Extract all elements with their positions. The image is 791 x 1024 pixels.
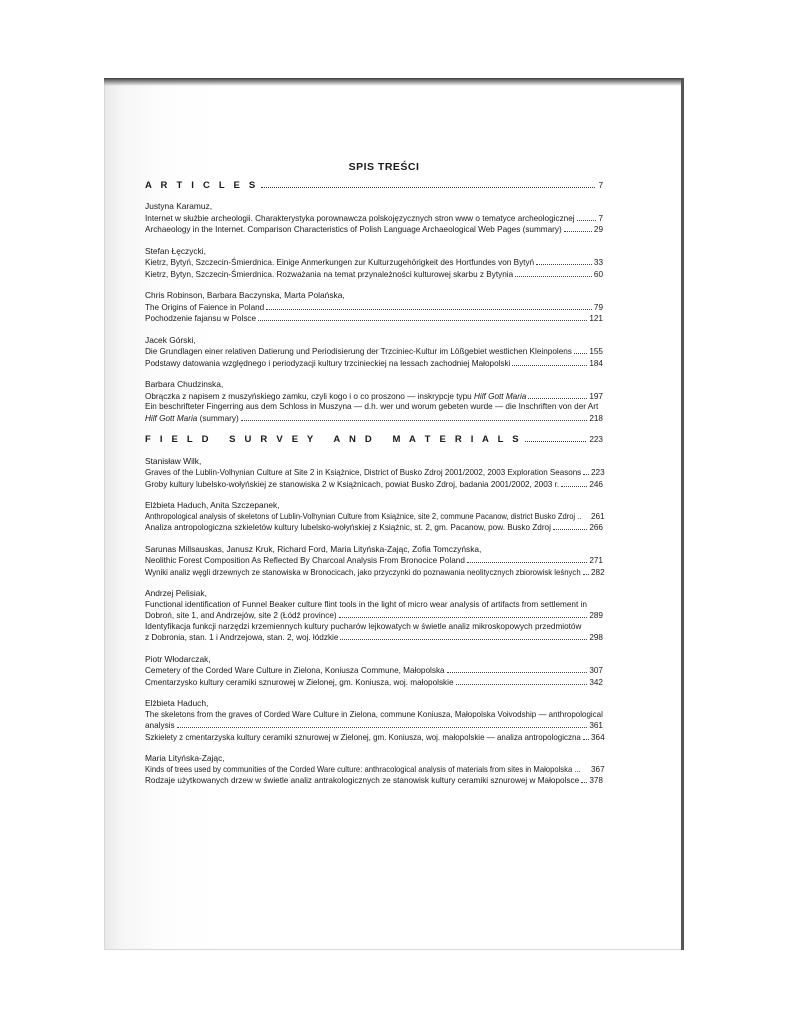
entry-title-line — [145, 522, 603, 534]
dot-leader — [583, 567, 589, 575]
entry-title-italic: Hilf Gott Maria — [474, 391, 527, 401]
dot-leader — [258, 313, 587, 321]
entry-title — [145, 392, 526, 403]
entry-title-line — [145, 346, 603, 358]
entry-title — [145, 523, 551, 534]
section-heading — [145, 434, 603, 446]
entry-title-line — [145, 269, 603, 281]
toc-entry — [145, 201, 603, 236]
page-number: 7 — [598, 213, 603, 223]
entry-title-text: Szkielety z cmentarzyska kultury ceramiki sznurowej w Zielonej, gm. Koniusza, woj. małopolskie — analiza antropologiczna — [145, 732, 581, 742]
entry-title-line — [145, 622, 603, 633]
entry-title-text: Podstawy datowania względnego i periodyzacji kultury trzcinieckiej na lessach zachodniej Małopolski — [145, 358, 511, 368]
entry-title — [145, 225, 562, 236]
dot-leader — [525, 434, 587, 442]
entry-title-text: Dobroń, site 1, and Andrzejów, site 2 (Łódź province) — [145, 611, 337, 620]
entry-author: Elżbieta Haduch, Anita Szczepanek, — [145, 500, 280, 510]
dot-leader — [583, 765, 589, 772]
page-number: 367 — [591, 764, 605, 774]
entry-title-text: Functional identification of Funnel Beaker culture flint tools in the light of micro wear analysis of artifacts from settlement in — [145, 599, 587, 609]
section-page-number: 7 — [598, 180, 603, 190]
page-number: 155 — [589, 347, 603, 356]
dot-leader — [553, 522, 587, 530]
entry-title-text: Analiza antropologiczna szkieletów kultury lubelsko-wołyńskiej z Książnic, st. 2, gm. Pacanow, pow. Busko Zdroj — [145, 523, 551, 532]
section-page-number: 223 — [589, 435, 603, 444]
entry-author: Maria Lityńska-Zając, — [145, 753, 225, 763]
entry-title-text: Kietrz, Bytyń, Szczecin-Śmierdnica. Einige Anmerkungen zur Kulturzugehörigkeit des Hortfundes von Bytyń — [145, 258, 535, 267]
entry-title-line — [145, 632, 603, 644]
entry-title — [145, 468, 582, 479]
entry-title-text: z Dobronia, stan. 1 i Andrzejowa, stan. 2, woj. łódzkie — [145, 633, 339, 642]
toc-entry — [145, 290, 603, 325]
entry-title-line — [145, 677, 603, 689]
entry-author: Stefan Łęczycki, — [145, 245, 206, 256]
page-number: 261 — [591, 511, 605, 521]
entry-title-text: Kietrz, Bytyn, Szczecin-Śmierdnica. Rozważania na temat przynależności kulturowej skarbu z Bytynia — [145, 269, 514, 279]
page-number: 246 — [589, 479, 603, 489]
entry-title-line — [145, 555, 603, 567]
entry-title — [145, 567, 581, 579]
entry-title-text: Anthropological analysis of skeletons of Lublin-Volhynian Culture from Książnice, site 2, commune Pacanow, district Busko Zdroj .. — [145, 511, 582, 521]
toc-entry — [145, 544, 603, 579]
entry-title-line — [145, 732, 603, 744]
entry-title-line — [145, 467, 603, 479]
page-number: 289 — [589, 611, 603, 620]
entry-title — [145, 633, 338, 644]
page-number: 307 — [589, 666, 603, 675]
page-number: 184 — [589, 358, 603, 368]
toc-entry — [145, 335, 603, 370]
dot-leader — [577, 213, 597, 221]
toc-entry — [145, 246, 603, 281]
page-number: 33 — [593, 258, 603, 267]
entry-title-text: Wyniki analiz węgli drzewnych ze stanowiska w Bronocicach, jako przyczynki do poznawania neolitycznych zbiorowisk leśnych — [145, 567, 581, 577]
entry-title-line — [145, 479, 603, 491]
entry-title — [145, 678, 454, 689]
page-number: 197 — [589, 391, 603, 401]
entry-title-line — [145, 610, 603, 622]
dot-leader — [447, 665, 588, 673]
section-heading — [145, 180, 603, 192]
toc-entry — [145, 456, 603, 491]
entry-author: Elżbieta Haduch, — [145, 698, 209, 708]
dot-leader — [583, 732, 589, 740]
dot-leader — [177, 720, 588, 728]
table-of-contents — [145, 162, 603, 797]
entry-title — [145, 666, 445, 677]
toc-entry — [145, 588, 603, 644]
entry-title — [145, 359, 510, 370]
document-page — [104, 78, 684, 950]
entry-title-text: Pochodzenie fajansu w Polsce — [145, 314, 257, 323]
page-title: SPIS TREŚCI — [348, 161, 420, 173]
entry-author: Justyna Karamuz, — [145, 201, 213, 211]
page-number: 79 — [593, 302, 603, 312]
dot-leader — [340, 632, 587, 640]
entry-title — [145, 214, 575, 225]
entry-title-text: analysis — [145, 721, 175, 730]
entry-title — [145, 556, 465, 567]
page-number: 266 — [589, 523, 603, 532]
page-number: 121 — [589, 314, 603, 323]
entry-title — [145, 776, 579, 787]
page-number: 298 — [589, 633, 603, 642]
dot-leader — [467, 555, 587, 563]
entry-title-text: Obrączka z napisem z muszyńskiego zamku, czyli kogo i o co proszono — inskrypcje typu — [145, 391, 474, 401]
entry-title-text: (summary) — [197, 413, 239, 423]
page-number: 218 — [589, 413, 603, 423]
entry-title — [145, 270, 513, 281]
entry-author: Sarunas Millsauskas, Janusz Kruk, Richard Ford, Maria Lityńska-Zając, Zofia Tomczyńska, — [145, 543, 482, 554]
entry-title-line — [145, 665, 603, 677]
entry-author: Barbara Chudzinska, — [145, 379, 224, 389]
page-number: 271 — [589, 556, 603, 565]
entry-author: Andrzej Pelisiak, — [145, 588, 207, 598]
dot-leader — [241, 413, 588, 421]
entry-title — [145, 314, 256, 325]
entry-title — [145, 511, 582, 523]
entry-title-line — [145, 358, 603, 370]
entry-author: Piotr Włodarczak, — [145, 653, 211, 664]
dot-leader — [583, 467, 589, 475]
entry-title-line — [145, 413, 603, 425]
entry-author: Chris Robinson, Barbara Baczynska, Marta Polańska, — [145, 290, 345, 300]
dot-leader — [528, 391, 587, 399]
entry-title-line — [145, 775, 603, 787]
entry-title-line — [145, 224, 603, 236]
entry-title-line — [145, 567, 603, 579]
dot-leader — [261, 180, 595, 188]
dot-leader — [339, 610, 588, 618]
entry-title — [145, 258, 534, 269]
entry-title-text: Identyfikacja funkcji narzędzi krzemiennych kultury pucharów lejkowatych w świetle analiz mikroskopowych przedmiotów — [145, 621, 582, 631]
page-number: 60 — [593, 269, 603, 279]
entry-title-text: Internet w służbie archeologii. Charakterystyka porownawcza polskojęzycznych stron www o tematyce archeologicznej — [145, 213, 575, 223]
page-number: 378 — [589, 776, 603, 785]
page-number: 361 — [589, 721, 603, 730]
entry-title-line — [145, 512, 603, 523]
dot-leader — [581, 775, 587, 783]
page-number: 342 — [589, 677, 603, 687]
dot-leader — [564, 224, 592, 232]
entry-title — [145, 480, 559, 491]
entry-title — [145, 732, 581, 744]
section-heading-label: F I E L D S U R V E Y A N D M A T E R I A L S — [145, 434, 522, 445]
entry-title-line — [145, 302, 603, 314]
entry-title-text: Ein beschrifteter Fingerring aus dem Schloss in Muszyna — d.h. wer und worum gebeten wurde — die Inschriften von der Art — [145, 402, 599, 411]
entry-title-line — [145, 765, 603, 776]
section-heading-label: A R T I C L E S — [145, 179, 259, 191]
entry-title-text: Kinds of trees used by communities of the Corded Ware culture: anthracological analysis of materials from sites in Małopolska ... — [145, 764, 581, 774]
toc-entry — [145, 654, 603, 689]
dot-leader — [512, 358, 587, 366]
entry-title-line — [145, 313, 603, 325]
toc-entry — [145, 379, 603, 424]
dot-leader — [574, 346, 587, 354]
toc-entry — [145, 753, 603, 787]
toc-entry — [145, 500, 603, 534]
entry-title — [145, 764, 581, 776]
page-number: 364 — [591, 732, 605, 742]
entry-title — [145, 347, 572, 358]
page-number: 282 — [591, 567, 605, 577]
entry-author: Jacek Górski, — [145, 334, 196, 345]
entry-title-text: Groby kultury lubelsko-wołyńskiej ze stanowiska 2 w Książnicach, powiat Busko Zdroj, badania 2001/2002, 2003 r. — [145, 479, 560, 489]
dot-leader — [536, 257, 592, 265]
entry-title — [145, 303, 264, 314]
entry-title-line — [145, 720, 603, 732]
entry-title-line — [145, 391, 603, 403]
entry-title-text: Cemetery of the Corded Ware Culture in Zielona, Koniusza Commune, Małopolska — [145, 666, 445, 675]
entry-title — [145, 611, 337, 622]
entry-author: Stanisław Wilk, — [145, 455, 202, 466]
entry-title-text: Neolithic Forest Composition As Reflected By Charcoal Analysis From Bronocice Poland — [145, 556, 465, 565]
entry-title-line — [145, 213, 603, 225]
entry-title-text: The Origins of Faience in Poland — [145, 302, 265, 312]
entry-title-text: Graves of the Lublin-Volhynian Culture at Site 2 in Książnice, District of Busko Zdroj 2001/2002, 2003 Exploration Seasons — [145, 468, 582, 477]
entry-title-line — [145, 402, 603, 413]
page-number: 29 — [593, 225, 603, 234]
entry-title — [145, 721, 175, 732]
dot-leader — [583, 512, 589, 519]
dot-leader — [266, 302, 592, 310]
entry-title — [145, 414, 239, 425]
entry-title-italic: Hilf Gott Maria — [145, 413, 198, 423]
entry-title-text: Die Grundlagen einer relativen Datierung und Periodisierung der Trzciniec-Kultur im Lößgebiet westlichen Kleinpolens — [145, 347, 572, 356]
dot-leader — [456, 677, 588, 685]
entry-title-line — [145, 709, 603, 721]
toc-entry — [145, 698, 603, 743]
dot-leader — [561, 479, 587, 487]
page-number: 223 — [591, 468, 605, 477]
entry-title-text: Rodzaje użytkowanych drzew w świetle analiz antrakologicznych ze stanowisk kultury ceramiki sznurowej w Małopolsce — [145, 776, 580, 785]
entry-title-text: Cmentarzysko kultury ceramiki sznurowej w Zielonej, gm. Koniusza, woj. małopolskie — [145, 677, 454, 687]
entry-title-text: The skeletons from the graves of Corded Ware Culture in Zielona, commune Koniusza, Małopolska Voivodship — anthropological — [145, 709, 603, 719]
dot-leader — [515, 269, 592, 277]
entry-title-line — [145, 257, 603, 269]
entry-title-line — [145, 600, 603, 611]
entry-title-text: Archaeology in the Internet. Comparison Characteristics of Polish Language Archaeological Web Pages (summary) — [145, 225, 562, 234]
